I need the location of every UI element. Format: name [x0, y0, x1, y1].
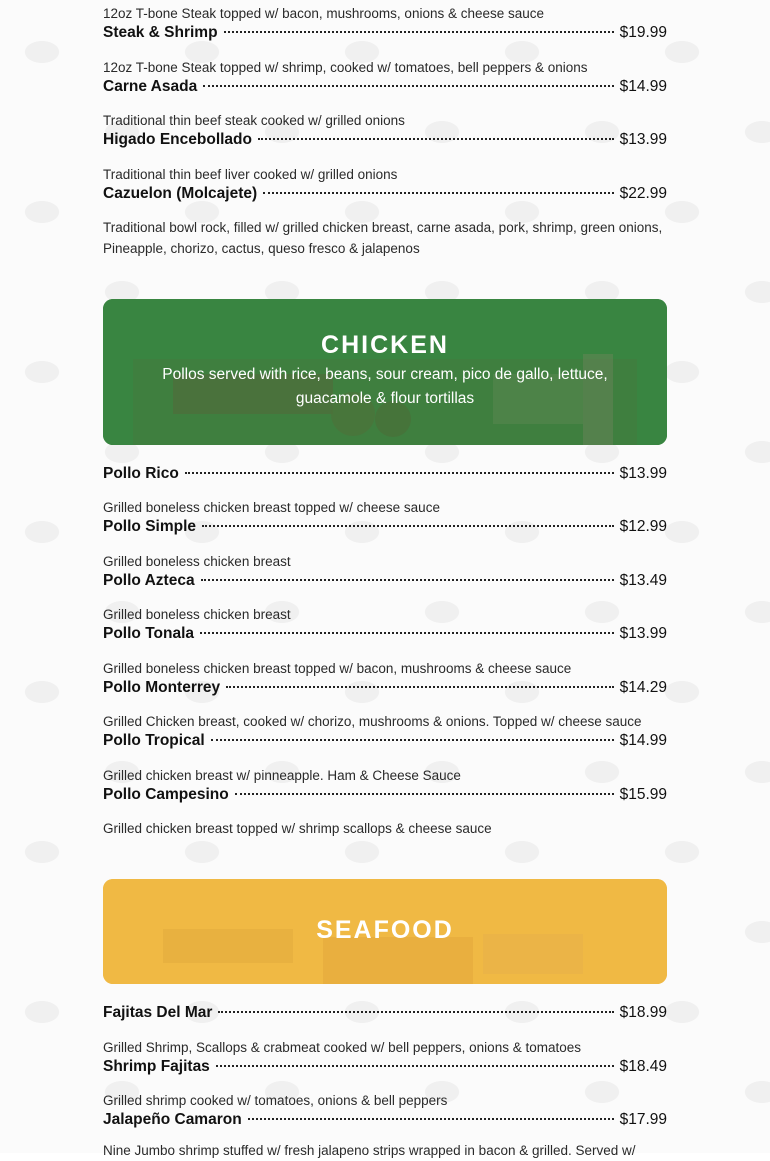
item-description: Traditional thin beef steak cooked w/ grilled onions: [103, 113, 405, 128]
item-price: $14.99: [619, 732, 667, 749]
section-title: SEAFOOD: [316, 916, 454, 944]
item-price: $13.99: [619, 131, 667, 148]
item-description: Grilled Chicken breast, cooked w/ chorizo, mushrooms & onions. Topped w/ cheese sauce: [103, 714, 642, 729]
dot-leader: [202, 525, 614, 527]
item-name: Pollo Azteca: [103, 572, 195, 589]
dot-leader: [211, 739, 614, 741]
menu-item-carne-asada: [103, 78, 667, 100]
item-price: $22.99: [619, 185, 667, 202]
item-name: Pollo Campesino: [103, 786, 229, 803]
dot-leader: [203, 85, 613, 87]
dot-leader: [248, 1118, 614, 1120]
item-description: Grilled boneless chicken breast: [103, 554, 291, 569]
item-description: Grilled boneless chicken breast: [103, 607, 291, 622]
menu-item-pollo-tropical: [103, 732, 667, 754]
menu-item-pollo-rico: [103, 465, 667, 487]
item-name: Fajitas Del Mar: [103, 1004, 213, 1021]
seafood-section-banner: [103, 879, 667, 984]
item-name: Pollo Tonala: [103, 625, 194, 642]
item-description: Grilled Shrimp, Scallops & crabmeat cooked w/ bell peppers, onions & tomatoes: [103, 1040, 581, 1055]
item-price: $14.99: [619, 78, 667, 95]
item-price: $13.49: [619, 572, 667, 589]
item-description: Grilled boneless chicken breast topped w/ cheese sauce: [103, 500, 440, 515]
item-name: Carne Asada: [103, 78, 198, 95]
dot-leader: [185, 472, 614, 474]
menu-item-shrimp-fajitas: [103, 1058, 667, 1080]
section-subtitle: Pollos served with rice, beans, sour cream, pico de gallo, lettuce, guacamole & flour tortillas: [162, 366, 608, 407]
menu-item-pollo-monterrey: [103, 679, 667, 701]
item-price: $18.49: [619, 1058, 667, 1075]
item-price: $18.99: [619, 1004, 667, 1021]
item-description: 12oz T-bone Steak topped w/ bacon, mushrooms, onions & cheese sauce: [103, 6, 545, 21]
dot-leader: [224, 31, 614, 33]
dot-leader: [226, 686, 613, 688]
item-price: $19.99: [619, 24, 667, 41]
menu-item-pollo-simple: [103, 518, 667, 540]
item-name: Pollo Rico: [103, 465, 179, 482]
item-description: Traditional thin beef liver cooked w/ grilled onions: [103, 167, 398, 182]
item-price: $14.29: [619, 679, 667, 696]
item-name: Shrimp Fajitas: [103, 1058, 210, 1075]
item-description: 12oz T-bone Steak topped w/ shrimp, cooked w/ tomatoes, bell peppers & onions: [103, 60, 588, 75]
chicken-section-banner: [103, 299, 667, 445]
item-name: Higado Encebollado: [103, 131, 252, 148]
dot-leader: [258, 138, 614, 140]
item-name: Jalapeño Camaron: [103, 1111, 242, 1128]
item-name: Pollo Tropical: [103, 732, 205, 749]
dot-leader: [235, 793, 614, 795]
menu-item-pollo-tonala: [103, 625, 667, 647]
item-price: $12.99: [619, 518, 667, 535]
item-description: Grilled shrimp cooked w/ tomatoes, onions & bell peppers: [103, 1093, 448, 1108]
item-price: $13.99: [619, 625, 667, 642]
dot-leader: [263, 192, 613, 194]
menu-item-pollo-campesino: [103, 786, 667, 808]
item-price: $13.99: [619, 465, 667, 482]
item-description: Grilled chicken breast topped w/ shrimp scallops & cheese sauce: [103, 821, 492, 836]
item-description: Grilled boneless chicken breast topped w/ bacon, mushrooms & cheese sauce: [103, 661, 572, 676]
item-name: Steak & Shrimp: [103, 24, 218, 41]
menu-item-fajitas-del-mar: [103, 1004, 667, 1026]
item-name: Pollo Simple: [103, 518, 197, 535]
item-price: $15.99: [619, 786, 667, 803]
dot-leader: [216, 1065, 614, 1067]
dot-leader: [218, 1011, 613, 1013]
menu-item-steak-shrimp: [103, 24, 667, 46]
dot-leader: [201, 579, 614, 581]
item-description: Grilled chicken breast w/ pinneapple. Ham & Cheese Sauce: [103, 768, 461, 783]
menu-item-jalapeno-camaron: [103, 1111, 667, 1133]
item-name: Cazuelon (Molcajete): [103, 185, 258, 202]
item-price: $17.99: [619, 1111, 667, 1128]
dot-leader: [200, 632, 614, 634]
menu-item-higado: [103, 131, 667, 153]
item-description: Traditional bowl rock, filled w/ grilled chicken breast, carne asada, pork, shrimp, green onions, Pineapple, chorizo, cactus, queso fresco & jalapenos: [103, 220, 663, 256]
menu-item-cazuelon: [103, 185, 667, 207]
item-name: Pollo Monterrey: [103, 679, 221, 696]
section-title: CHICKEN: [321, 331, 449, 359]
item-description: Nine Jumbo shrimp stuffed w/ fresh jalapeno strips wrapped in bacon & grilled. Served w/: [103, 1143, 636, 1158]
menu-item-pollo-azteca: [103, 572, 667, 594]
